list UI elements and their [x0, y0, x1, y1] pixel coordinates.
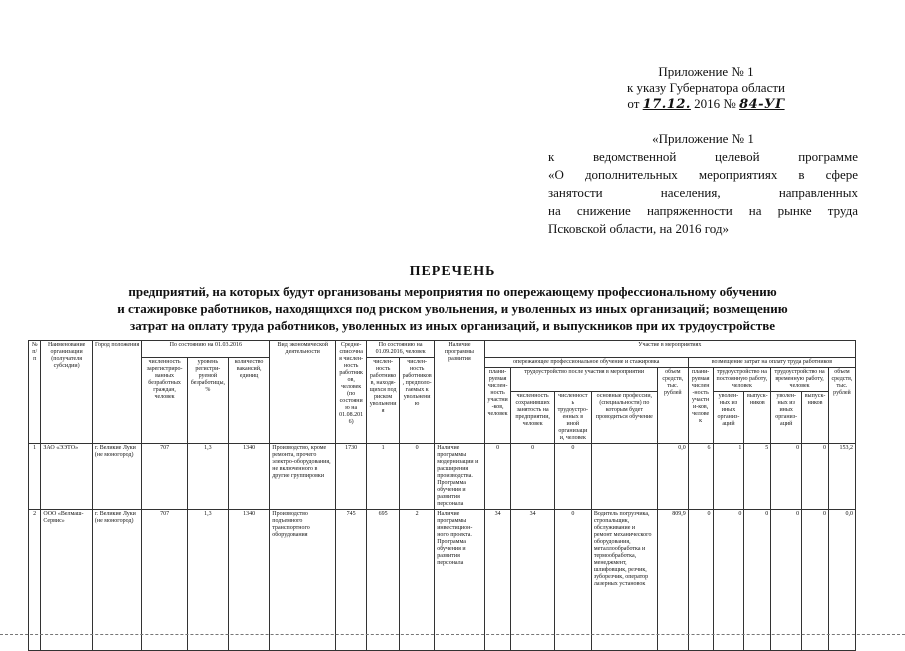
cell-perm-graduates: 0 [744, 510, 771, 651]
header-dismissed: числен-ность работников, предполо-гаемых к увольнению [400, 358, 435, 444]
cell-num: 1 [29, 444, 41, 510]
header-compensation: возмещение затрат на оплату труда работников [688, 358, 855, 368]
header-vacancies: количество вакансий, единиц [228, 358, 269, 444]
cell-rate: 1,3 [187, 510, 228, 651]
cell-other: 0 [554, 510, 591, 651]
annex-line6: Псковской области, на 2016 год» [548, 221, 729, 236]
header-funds: объем средств, тыс. рублей [657, 368, 688, 444]
header-num: № п/п [29, 341, 41, 444]
cell-professions: Водитель погрузчика, стропальщик, обслуживание и ремонт механического оборудования, металлообработка и термообработка, менеджмент, шлифовщик, резчик, зуборезчик, оператор лазерных установок [591, 510, 657, 651]
annex-block [548, 130, 858, 238]
header-perm-graduates: выпуск-ников [744, 392, 771, 444]
cell-activity: Производство, кроме ремонта, прочего электро-оборудования, не включенного в другие группировки [270, 444, 336, 510]
cell-keep: 34 [511, 510, 554, 651]
cell-funds2: 153,2 [828, 444, 855, 510]
header-training: опережающее профессиональное обучение и стажировка [484, 358, 688, 368]
header-after: трудоустройство после участия в мероприятии [511, 368, 657, 392]
appendix-ot: от [627, 96, 640, 111]
header-temp-graduates: выпуск-ников [802, 392, 829, 444]
cell-avg: 745 [336, 510, 367, 651]
cell-dismiss: 0 [400, 444, 435, 510]
cell-vacancies: 1340 [228, 444, 269, 510]
appendix-date-line [596, 96, 816, 113]
cell-risk: 1 [367, 444, 400, 510]
cell-org: ООО «Велмаш-Сервис» [41, 510, 93, 651]
header-keep: численность сохранивших занятость на предприятии, человек [511, 392, 554, 444]
annex-line5: на снижение напряженности на рынке труда [548, 203, 858, 218]
cell-program: Наличие программы модернизации и расширения производства. Программа обучения и развития персонала [435, 444, 484, 510]
appendix-line1: Приложение № 1 [658, 64, 754, 79]
cell-org: ЗАО «ЭЭТО» [41, 444, 93, 510]
header-program: Наличие программы развития [435, 341, 484, 444]
cell-temp-graduates: 0 [802, 444, 829, 510]
cell-perm-graduates: 5 [744, 444, 771, 510]
cell-plan: 0 [484, 444, 511, 510]
header-org: Наименование организации (получателя субсидии) [41, 341, 93, 444]
header-state-0103: По состоянию на 01.03.2016 [142, 341, 270, 358]
cell-avg: 1730 [336, 444, 367, 510]
header-plan-count: плани-руемая числен-ность участни-ков, человек [484, 368, 511, 444]
appendix-header [596, 64, 816, 113]
appendix-line2: к указу Губернатора области [626, 80, 785, 95]
header-professions: основные профессии, (специальности) по которым будет проводиться обучение [591, 392, 657, 444]
header-other: численность трудоустро-енных в иной организации, человек [554, 392, 591, 444]
header-unemp-rate: уровень регистри-руемой безработицы, % [187, 358, 228, 444]
cell-program: Наличие программы инвестицион-ного проекта. Программа обучения и развития персонала [435, 510, 484, 651]
cell-city: г. Великие Луки (не моногород) [92, 510, 141, 651]
header-avg-count: Средне-списочная числен-ность работников, человек (по состоянию на 01.08.2016) [336, 341, 367, 444]
cell-other: 0 [554, 444, 591, 510]
cell-temp-dismissed: 0 [771, 510, 802, 651]
cell-perm-dismissed: 0 [713, 510, 744, 651]
cell-temp-graduates: 0 [802, 510, 829, 651]
header-unemployed: численность зарегистриро-ванных безработных граждан, человек [142, 358, 187, 444]
header-funds2: объем средств, тыс. рублей [828, 368, 855, 444]
cell-plan: 34 [484, 510, 511, 651]
cell-professions [591, 444, 657, 510]
cell-perm-dismissed: 1 [713, 444, 744, 510]
header-temp: трудоустройство на временную работу, человек [771, 368, 829, 392]
cell-num: 2 [29, 510, 41, 651]
appendix-date: 17.12. [642, 97, 691, 112]
document-title: ПЕРЕЧЕНЬ [409, 264, 496, 279]
cell-unemployed: 707 [142, 510, 187, 651]
cell-rate: 1,3 [187, 444, 228, 510]
header-state-0109: По состоянию на 01.09.2016, человек [367, 341, 435, 358]
header-perm: трудоустройство на постоянную работу, человек [713, 368, 771, 392]
header-activity: Вид экономической деятельности [270, 341, 336, 444]
subtitle-line1: предприятий, на которых будут организованы мероприятия по опережающему профессиональному обучению [128, 284, 777, 299]
subtitle-line3: затрат на оплату труда работников, уволенных из иных организаций, и выпускников при их трудоустройстве [129, 318, 775, 333]
enterprise-table [28, 340, 856, 651]
header-risk: числен-ность работников, находя-щихся под риском увольнения [367, 358, 400, 444]
annex-line4: занятости населения, направленных [548, 185, 858, 200]
appendix-number: 84-УГ [739, 97, 785, 112]
cell-risk: 695 [367, 510, 400, 651]
cell-funds: 809,9 [657, 510, 688, 651]
header-perm-dismissed: уволен-ных из иных организ-аций [713, 392, 744, 444]
cell-plan2: 6 [688, 444, 713, 510]
cell-temp-dismissed: 0 [771, 444, 802, 510]
cell-vacancies: 1340 [228, 510, 269, 651]
cell-funds2: 0,0 [828, 510, 855, 651]
cell-plan2: 0 [688, 510, 713, 651]
document-subtitle [0, 283, 905, 334]
annex-line1: «Приложение № 1 [652, 131, 754, 146]
table-row [29, 444, 856, 510]
appendix-year-no: 2016 № [694, 96, 736, 111]
cell-city: г. Великие Луки (не моногород) [92, 444, 141, 510]
cell-funds: 0,0 [657, 444, 688, 510]
header-city: Город положения [92, 341, 141, 444]
annex-line2: к ведомственной целевой программе [548, 149, 858, 164]
header-temp-dismissed: уволен-ных из иных организ-аций [771, 392, 802, 444]
cell-dismiss: 2 [400, 510, 435, 651]
subtitle-line2: и стажировке работников, находящихся под риском увольнения, и уволенных из иных организаций; возмещению [117, 301, 788, 316]
annex-line3: «О дополнительных мероприятиях в сфере [548, 167, 858, 182]
header-participation: Участие в мероприятиях [484, 341, 855, 358]
cell-unemployed: 707 [142, 444, 187, 510]
header-plan2: плани-руемая числен-ность участни-ков, человек [688, 368, 713, 444]
cell-activity: Производство подъемного транспортного оборудования [270, 510, 336, 651]
cell-keep: 0 [511, 444, 554, 510]
table-row [29, 510, 856, 651]
page-edge-line [0, 634, 905, 636]
